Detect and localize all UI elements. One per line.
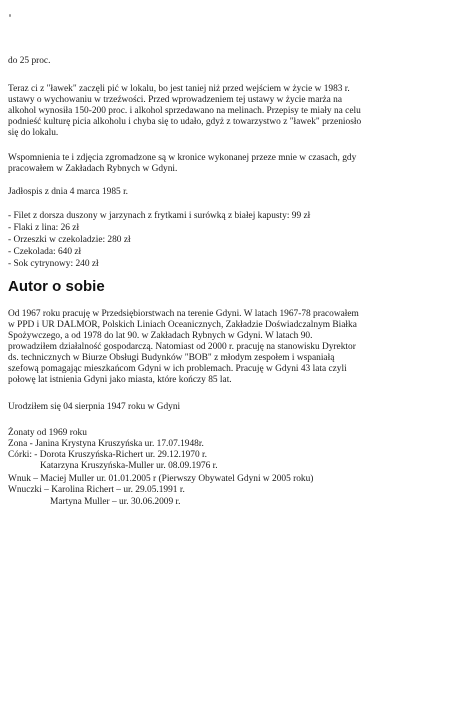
family-line: Córki: - Dorota Kruszyńska-Richert ur. 29.12.1970 r. xyxy=(8,450,207,460)
family-line: Wnuczki – Karolina Richert – ur. 29.05.1991 r. xyxy=(8,485,185,495)
text-line: ds. technicznych w Biurze Obsługi Budynków "BOB" z młodym zespołem i wspaniałą xyxy=(8,353,335,363)
text-line: szefową pomagając mieszkańcom Gdyni w ich problemach. Pracuję w Gdyni 43 lata czyli xyxy=(8,364,347,374)
text-line: Wspomnienia te i zdjęcia zgromadzone są w kronice wykonanej przeze mnie w czasach, gdy xyxy=(8,153,357,163)
text-line: do 25 proc. xyxy=(8,56,51,66)
text-line: prowadziłem działalność gospodarczą. Natomiast od 2000 r. pracuję na stanowisku Dyrektor xyxy=(8,342,356,352)
menu-item: - Orzeszki w czekoladzie: 280 zł xyxy=(8,235,131,245)
family-line: Martyna Muller – ur. 30.06.2009 r. xyxy=(50,497,181,507)
text-line: Spożywczego, a od 1978 do lat 90. w Zakładach Rybnych w Gdyni. W latach 90. xyxy=(8,331,313,341)
text-line: pracowałem w Zakładach Rybnych w Gdyni. xyxy=(8,164,178,174)
text-line: w PPD i UR DALMOR, Polskich Liniach Oceanicznych, Zakładzie Doświadczalnym Białka xyxy=(8,320,357,330)
family-line: Zona - Janina Krystyna Kruszyńska ur. 17.07.1948r. xyxy=(8,439,204,449)
text-line: połowę lat istnienia Gdyni jako miasta, które kończy 85 lat. xyxy=(8,375,232,385)
section-heading: Autor o sobie xyxy=(8,278,105,295)
family-line: Wnuk – Maciej Muller ur. 01.01.2005 r (Pierwszy Obywatel Gdyni w 2005 roku) xyxy=(8,474,314,484)
text-line: alkohol wynosiła 150-200 proc. i alkohol sprzedawano na melinach. Przepisy te miały na celu xyxy=(8,106,361,116)
text-line: Żonaty od 1969 roku xyxy=(8,428,87,438)
menu-item: - Filet z dorsza duszony w jarzynach z frytkami i surówką z białej kapusty: 99 zł xyxy=(8,211,311,221)
text-line: Urodziłem się 04 sierpnia 1947 roku w Gdyni xyxy=(8,402,181,412)
text-line: ustawy o wychowaniu w trzeźwości. Przed wprowadzeniem tej ustawy w życie marża na xyxy=(8,95,342,105)
text-line: podnieść kulturę picia alkoholu i chyba się to udało, gdyż z towarzystwo z "ławek" przeniosło xyxy=(8,117,362,127)
family-line: Katarzyna Kruszyńska-Muller ur. 08.09.1976 r. xyxy=(40,461,218,471)
text-line: się do lokalu. xyxy=(8,128,59,138)
menu-item: - Sok cytrynowy: 240 zł xyxy=(8,259,99,269)
text-line: Jadłospis z dnia 4 marca 1985 r. xyxy=(8,187,129,197)
text-line: Od 1967 roku pracuję w Przedsiębiorstwach na terenie Gdyni. W latach 1967-78 pracowałem xyxy=(8,309,359,319)
menu-item: - Flaki z lina: 26 zł xyxy=(8,223,80,233)
scan-speck xyxy=(9,14,11,17)
text-line: Teraz ci z "ławek" zaczęli pić w lokalu, bo jest taniej niż przed wejściem w życie w 1983 r. xyxy=(8,84,350,94)
menu-item: - Czekolada: 640 zł xyxy=(8,247,82,257)
